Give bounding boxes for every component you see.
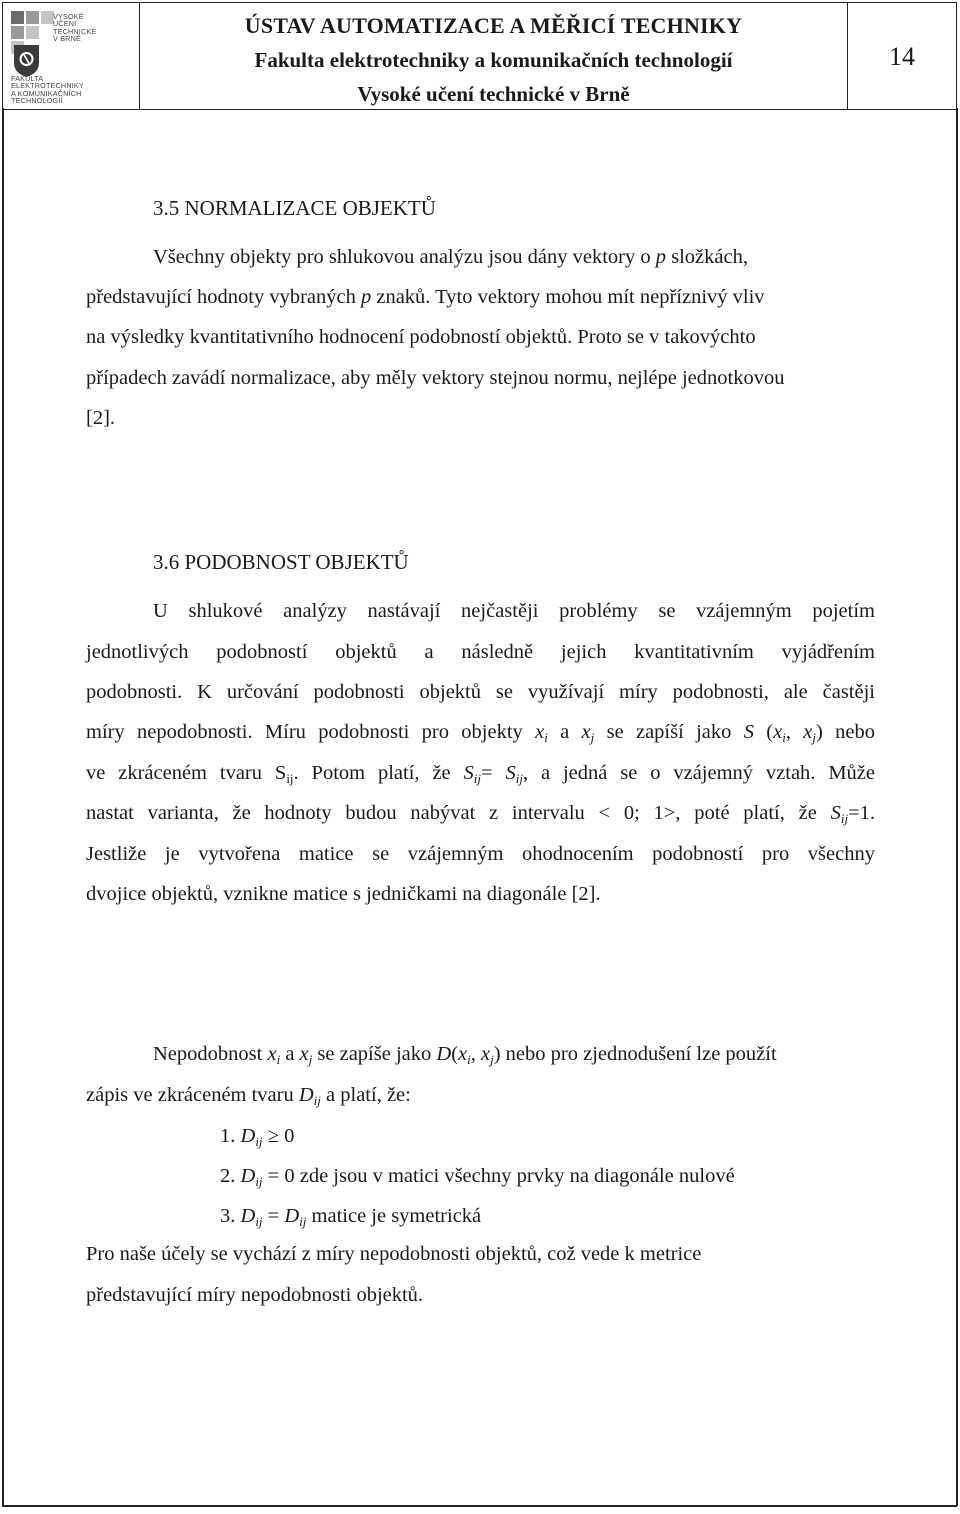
institute-name: ÚSTAV AUTOMATIZACE A MĚŘICÍ TECHNIKY	[244, 13, 743, 38]
page-border-left	[2, 108, 4, 1506]
paragraph-line: představující hodnoty vybraných p znaků. Tyto vektory mohou mít nepříznivý vliv	[86, 286, 765, 308]
paragraph-line: jednotlivých podobností objektů a následně jejich kvantitativním vyjádřením	[86, 641, 875, 663]
page-border-right	[956, 108, 958, 1506]
list-item: 1. $D_{ij} \ge 0$	[220, 1125, 295, 1149]
page-number: 14	[889, 42, 915, 71]
header-titles	[140, 3, 848, 109]
paragraph-line: Jestliže je vytvořena matice se vzájemným ohodnocením podobností pro všechny	[86, 843, 875, 865]
page-border-bottom	[2, 1505, 957, 1507]
logo-bottom-text: FAKULTA ELEKTROTECHNIKY A KOMUNIKAČNÍCH TECHNOLOGIÍ	[11, 74, 84, 106]
paragraph-line: míry nepodobnosti. Míru podobnosti pro objekty $x_i$ a $x_j$ se zapíší jako S ($x_i$, $x_j$) nebo	[86, 721, 875, 745]
faculty-name: Fakulta elektrotechniky a komunikačních technologií	[254, 48, 733, 72]
paragraph-line: Pro naše účely se vychází z míry nepodobnosti objektů, což vede k metrice	[86, 1243, 702, 1265]
section-heading-3-6: 3.6 PODOBNOST OBJEKTŮ	[153, 550, 409, 574]
university-name: Vysoké učení technické v Brně	[357, 82, 630, 106]
paragraph-line: na výsledky kvantitativního hodnocení podobností objektů. Proto se v takovýchto	[86, 326, 756, 348]
paragraph-line: Nepodobnost $x_i$ a $x_j$ se zapíše jako $D(x_i$, $x_j$) nebo pro zjednodušení lze použít	[153, 1043, 777, 1067]
page-header	[2, 2, 957, 110]
paragraph-line: Všechny objekty pro shlukovou analýzu jsou dány vektory o p složkách,	[153, 246, 748, 268]
logo-top-text: VYSOKÉ UČENÍ TECHNICKÉ V BRNĚ	[53, 12, 97, 44]
paragraph-line: nastat varianta, že hodnoty budou nabývat z intervalu < 0; 1>, poté platí, že $S_{ij}=1$.	[86, 802, 875, 826]
paragraph-line: [2].	[86, 407, 116, 429]
paragraph-line: podobnosti. K určování podobnosti objektů se využívají míry podobnosti, ale častěji	[86, 681, 875, 703]
section-heading-3-5: 3.5 NORMALIZACE OBJEKTŮ	[153, 196, 436, 220]
paragraph-line: dvojice objektů, vznikne matice s jedničkami na diagonále [2].	[86, 883, 601, 905]
list-item: 3. $D_{ij} = D_{ij}$ matice je symetrická	[220, 1205, 482, 1229]
paragraph-line: ve zkráceném tvaru $S_{ij}$. Potom platí, že $S_{ij}= S_{ij}$, a jedná se o vzájemný vztah. Může	[86, 762, 875, 786]
paragraph-line: představující míry nepodobnosti objektů.	[86, 1284, 424, 1306]
paragraph-line: případech zavádí normalizace, aby měly vektory stejnou normu, nejlépe jednotkovou	[86, 367, 785, 389]
university-logo	[3, 3, 140, 109]
paragraph-line: zápis ve zkráceném tvaru $D_{ij}$ a platí, že:	[86, 1084, 411, 1108]
list-item: 2. $D_{ij} = 0$ zde jsou v matici všechny prvky na diagonále nulové	[220, 1165, 735, 1189]
paragraph-line: U shlukové analýzy nastávají nejčastěji problémy se vzájemným pojetím	[153, 600, 875, 622]
